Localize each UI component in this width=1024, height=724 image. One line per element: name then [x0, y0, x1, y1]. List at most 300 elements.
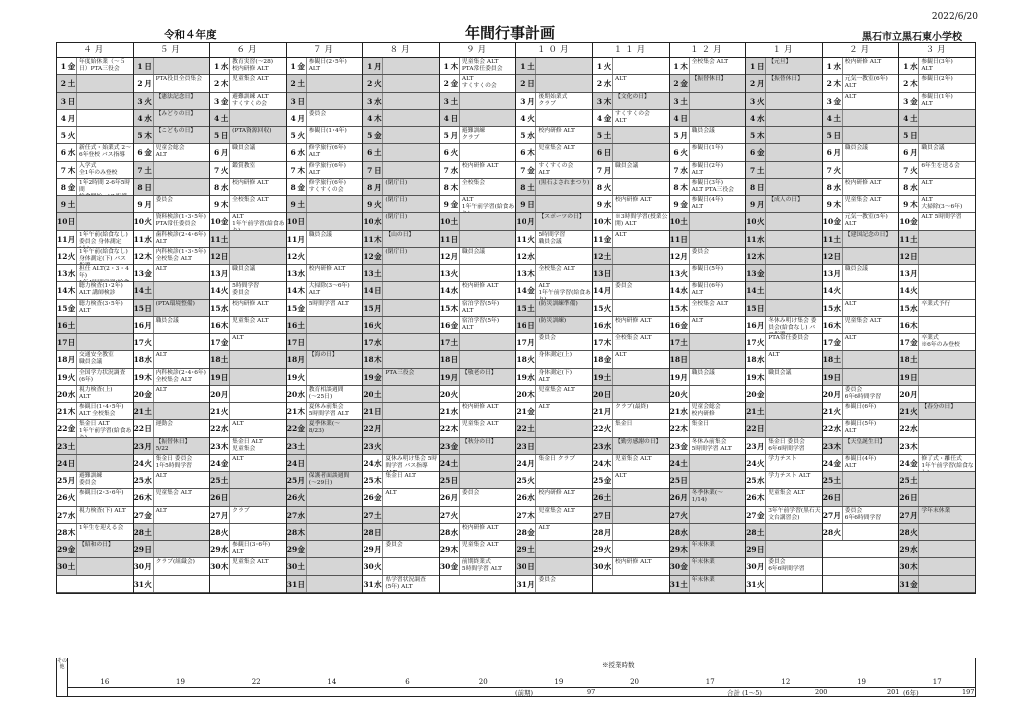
day-number: 13 — [669, 269, 681, 278]
weekday: 月 — [450, 251, 459, 261]
monthly-hours: 16 — [100, 678, 110, 686]
day-events: 交通安全教室 職員会議 — [76, 351, 133, 367]
weekday: 土 — [67, 438, 76, 454]
day-cell — [823, 162, 899, 179]
day-cell — [899, 127, 975, 144]
day-number: 17 — [670, 334, 680, 350]
day-events — [306, 541, 363, 557]
day-events — [306, 317, 363, 333]
weekday: 水 — [603, 200, 612, 209]
day-number: 30 — [899, 558, 909, 574]
day-number: 11 — [57, 234, 68, 244]
day-cell — [134, 489, 210, 506]
day-cell — [57, 144, 133, 161]
day-number: 20 — [669, 389, 681, 399]
day-cell — [210, 455, 286, 472]
day-number: 14 — [134, 282, 144, 298]
weekday: 火 — [680, 269, 688, 278]
day-events — [459, 455, 516, 471]
day-number: 10 — [440, 213, 450, 229]
day-cell — [746, 231, 822, 248]
day-events — [765, 110, 822, 126]
weekday: 木 — [67, 286, 76, 296]
day-cell — [823, 93, 899, 110]
day-number: 3 — [440, 93, 450, 109]
weekday: 土 — [680, 93, 689, 109]
day-number: 18 — [440, 351, 450, 367]
day-events: 校内研修 ALT — [535, 489, 592, 505]
monthly-hours: 17 — [705, 678, 715, 686]
weekday: 土 — [373, 507, 382, 523]
day-number: 13 — [133, 269, 145, 278]
weekday: 水 — [756, 110, 765, 126]
day-cell — [516, 179, 592, 196]
day-events — [459, 265, 516, 281]
day-number: 26 — [210, 489, 220, 505]
weekday: 金 — [910, 458, 918, 468]
day-events: 委員会 — [535, 576, 592, 592]
day-events — [918, 317, 975, 333]
day-cell — [57, 438, 133, 455]
day-number: 23 — [823, 438, 833, 454]
day-cell — [746, 369, 822, 386]
day-number: 28 — [899, 524, 909, 540]
day-cell — [57, 386, 133, 403]
day-number: 22 — [210, 424, 221, 434]
day-cell — [899, 403, 975, 420]
weekday: 金 — [450, 79, 459, 89]
weekday: 土 — [373, 265, 382, 281]
weekday: 水 — [450, 286, 459, 296]
weekday: 水 — [680, 524, 689, 540]
weekday: 土 — [526, 300, 535, 316]
day-cell — [899, 317, 975, 334]
day-number: 9 — [673, 200, 679, 209]
weekday: 火 — [450, 148, 459, 158]
weekday: 水 — [373, 213, 382, 229]
day-events: 参観日(1年) — [689, 144, 746, 160]
day-cell — [899, 489, 975, 506]
day-events: 【秋分の日】 — [459, 438, 516, 454]
day-cell — [823, 489, 899, 506]
day-cell — [593, 541, 669, 558]
weekday: 金 — [603, 234, 612, 244]
weekday: 火 — [833, 527, 842, 537]
weekday: 火 — [144, 338, 152, 347]
weekday: 月 — [144, 562, 152, 572]
weekday: 日 — [297, 455, 306, 471]
day-cell — [440, 248, 516, 265]
day-number: 10 — [57, 213, 67, 229]
weekday: 金 — [603, 476, 612, 485]
day-events — [459, 507, 516, 523]
day-cell — [134, 369, 210, 386]
day-events: 宿泊学習(5年) ALT — [459, 317, 516, 333]
day-cell — [746, 472, 822, 489]
monthly-hours: 17 — [932, 678, 942, 686]
weekday: 金 — [450, 320, 459, 330]
day-cell — [593, 386, 669, 403]
day-events — [459, 144, 516, 160]
weekday: 木 — [833, 200, 842, 209]
day-events: 宿泊学習(5年) ALT — [459, 300, 516, 316]
day-events: 職員会議 — [459, 248, 516, 264]
day-number: 1 — [673, 62, 679, 71]
day-cell — [899, 282, 975, 299]
weekday: 月 — [144, 79, 152, 89]
day-events: 委員会 — [382, 541, 439, 557]
monthly-hours: 19 — [554, 678, 564, 686]
day-number: 5 — [134, 127, 144, 143]
weekday: 木 — [527, 510, 535, 520]
day-events — [153, 403, 210, 419]
day-number: 2 — [137, 79, 143, 89]
day-cell — [823, 351, 899, 368]
weekday: 月 — [297, 351, 306, 367]
day-number: 31 — [746, 579, 757, 589]
day-number: 25 — [287, 472, 297, 488]
weekday: 水 — [756, 355, 765, 365]
day-number: 24 — [746, 458, 757, 468]
weekday: 金 — [220, 338, 229, 347]
day-number: 24 — [363, 458, 374, 468]
day-cell — [363, 58, 439, 75]
day-cell — [440, 541, 516, 558]
weekday: 月 — [220, 510, 229, 520]
day-number: 9 — [287, 196, 297, 212]
day-cell — [210, 127, 286, 144]
day-events: 全校集会 ALT — [612, 334, 669, 350]
day-number: 9 — [443, 200, 449, 209]
day-number: 16 — [210, 320, 221, 330]
day-events — [229, 231, 286, 247]
weekday: 土 — [680, 334, 689, 350]
weekday: 金 — [67, 541, 76, 557]
weekday: 土 — [680, 213, 689, 229]
day-events: 冬季休業(〜 1/14) — [689, 489, 746, 505]
weekday: 月 — [144, 320, 152, 330]
weekday: 金 — [220, 96, 229, 106]
day-cell — [670, 386, 746, 403]
day-number: 3 — [363, 93, 373, 109]
day-events: 校内研修 ALT — [459, 282, 516, 298]
day-cell — [287, 248, 363, 265]
day-number: 8 — [673, 182, 679, 192]
day-cell — [516, 110, 592, 127]
day-number: 31 — [516, 579, 527, 589]
weekday: 火 — [373, 438, 382, 454]
weekday: 水 — [374, 579, 382, 589]
day-cell — [134, 231, 210, 248]
day-events: 視力検査(上) ALT — [76, 386, 133, 402]
day-cell — [899, 213, 975, 230]
day-events: 【山の日】 — [382, 231, 439, 247]
day-number: 23 — [363, 438, 373, 454]
weekday: 火 — [527, 476, 535, 485]
day-events — [918, 489, 975, 505]
weekday: 火 — [603, 545, 612, 554]
weekday: 水 — [603, 320, 612, 330]
day-number: 10 — [516, 213, 526, 229]
day-cell — [363, 93, 439, 110]
day-cell — [823, 455, 899, 472]
day-events — [382, 317, 439, 333]
day-events — [535, 438, 592, 454]
day-cell — [593, 489, 669, 506]
weekday: 月 — [527, 338, 535, 347]
day-cell — [746, 489, 822, 506]
day-events: 職員会議 — [306, 231, 363, 247]
day-number: 4 — [210, 110, 220, 126]
day-number: 2 — [826, 79, 832, 89]
day-cell — [57, 127, 133, 144]
term2-label: 合計 (1〜5) — [727, 689, 762, 697]
weekday: 火 — [527, 113, 535, 123]
day-cell — [823, 75, 899, 92]
day-cell — [57, 351, 133, 368]
day-number: 26 — [516, 493, 527, 503]
day-number: 20 — [363, 386, 373, 402]
day-cell — [593, 558, 669, 575]
day-number: 17 — [57, 334, 67, 350]
day-number: 6 — [137, 148, 143, 158]
day-events — [229, 524, 286, 540]
day-events: 卒業式 ※6年のみ登校 — [918, 334, 975, 350]
day-events — [382, 282, 439, 298]
day-number: 21 — [210, 407, 221, 416]
weekday: 火 — [67, 493, 76, 503]
weekday: 月 — [373, 58, 382, 74]
weekday: 土 — [297, 317, 306, 333]
day-cell — [57, 489, 133, 506]
day-number: 23 — [134, 438, 144, 454]
day-number: 1 — [134, 58, 144, 74]
weekday: 火 — [910, 286, 918, 296]
day-events: 児童集会 ALT — [535, 507, 592, 523]
day-cell — [670, 576, 746, 593]
day-cell — [210, 231, 286, 248]
day-events: ALT すくすくの会 — [459, 75, 516, 91]
day-events — [765, 179, 822, 195]
day-number: 16 — [746, 320, 757, 330]
day-cell — [57, 265, 133, 282]
day-cell — [593, 196, 669, 213]
day-number: 14 — [746, 282, 756, 298]
day-number: 23 — [746, 441, 757, 451]
day-number: 19 — [593, 369, 603, 385]
weekday: 木 — [603, 458, 612, 468]
day-cell — [593, 179, 669, 196]
day-number: 12 — [516, 251, 527, 261]
day-cell — [57, 558, 133, 575]
weekday: 金 — [450, 200, 459, 209]
day-cell — [516, 489, 592, 506]
day-number: 4 — [440, 110, 450, 126]
day-cell — [746, 351, 822, 368]
weekday: 水 — [910, 182, 918, 192]
day-number: 28 — [516, 527, 527, 537]
weekday: 土 — [833, 231, 842, 247]
day-number: 7 — [520, 165, 526, 175]
weekday: 金 — [297, 182, 305, 192]
day-number: 26 — [133, 493, 145, 503]
day-cell — [593, 213, 669, 230]
day-number: 14 — [593, 286, 604, 296]
weekday: 土 — [67, 558, 76, 574]
day-number: 31 — [670, 576, 680, 592]
weekday: 土 — [144, 403, 153, 419]
day-events: 児童集会 ALT — [842, 196, 899, 212]
day-cell — [134, 317, 210, 334]
day-cell — [440, 334, 516, 351]
day-events: 修学旅行(6年) ALT — [306, 144, 363, 160]
weekday: 月 — [374, 545, 382, 554]
month-header: １０月 — [515, 43, 592, 57]
weekday: 水 — [833, 62, 842, 71]
day-cell — [899, 455, 975, 472]
monthly-hours: 19 — [176, 678, 185, 686]
month-header: ２月 — [822, 43, 899, 57]
day-cell — [670, 248, 746, 265]
day-cell — [593, 265, 669, 282]
weekday: 日 — [680, 351, 689, 367]
weekday: 水 — [680, 165, 688, 175]
day-number: 28 — [593, 527, 604, 537]
day-number: 30 — [287, 558, 297, 574]
day-number: 9 — [137, 200, 143, 209]
day-number: 6 — [593, 144, 603, 160]
day-events — [382, 144, 439, 160]
weekday: 月 — [756, 562, 765, 572]
weekday: 金 — [527, 527, 535, 537]
day-number: 1 — [363, 58, 373, 74]
day-events — [76, 196, 133, 212]
weekday: 木 — [373, 351, 382, 367]
day-events — [842, 127, 899, 143]
day-cell — [899, 576, 975, 593]
day-events: 参観日(5年) — [689, 265, 746, 281]
weekday: 木 — [910, 200, 918, 209]
weekday: 日 — [833, 248, 842, 264]
day-number: 14 — [210, 286, 221, 296]
day-number: 9 — [826, 200, 832, 209]
day-events: 参観日(1･4年) — [306, 127, 363, 143]
day-number: 10 — [746, 213, 756, 229]
day-cell — [134, 472, 210, 489]
day-number: 8 — [516, 179, 526, 195]
weekday: 木 — [680, 182, 688, 192]
day-number: 30 — [670, 558, 680, 574]
weekday: 土 — [909, 231, 918, 247]
weekday: 日 — [220, 248, 229, 264]
day-cell — [210, 110, 286, 127]
day-cell — [57, 420, 133, 437]
day-number: 6 — [826, 148, 832, 158]
day-events — [612, 524, 669, 540]
weekday: 月 — [67, 476, 76, 485]
weekday: 火 — [527, 234, 535, 244]
day-number: 18 — [516, 355, 527, 365]
weekday: 火 — [680, 507, 689, 523]
day-events: ALT — [612, 351, 669, 367]
day-cell — [210, 558, 286, 575]
day-events — [765, 386, 822, 402]
day-number: 22 — [593, 424, 604, 434]
weekday: 金 — [910, 96, 918, 106]
weekday: 火 — [297, 489, 306, 505]
weekday: 土 — [67, 196, 76, 212]
day-events: 避難訓練 委員会 — [76, 472, 133, 488]
day-events — [612, 144, 669, 160]
day-events: ALT — [689, 317, 746, 333]
day-events: 1年2時間 2-6年5時間 — [76, 179, 133, 195]
day-events: 資料検診(1･3･5年) PTA常任委員会 — [153, 213, 210, 229]
day-cell — [287, 110, 363, 127]
day-number: 3 — [826, 96, 832, 106]
day-cell — [134, 438, 210, 455]
day-cell — [210, 472, 286, 489]
day-number: 22 — [516, 420, 526, 436]
day-cell — [516, 334, 592, 351]
day-cell — [516, 58, 592, 75]
day-number: 3 — [746, 93, 756, 109]
day-events: 聴力検査(3･5年) ALT — [76, 300, 133, 316]
day-cell — [287, 489, 363, 506]
monthly-hours: 20 — [630, 678, 639, 686]
day-events — [382, 558, 439, 574]
day-number: 28 — [363, 524, 373, 540]
day-number: 25 — [899, 472, 909, 488]
day-events: ALT — [382, 489, 439, 505]
day-cell — [287, 455, 363, 472]
day-number: 8 — [746, 179, 756, 195]
day-cell — [746, 58, 822, 75]
weekday: 水 — [297, 507, 306, 523]
day-events — [535, 75, 592, 91]
day-events — [535, 110, 592, 126]
day-number: 27 — [593, 507, 603, 523]
day-number: 2 — [516, 75, 526, 91]
weekday: 月 — [909, 507, 918, 523]
month-column — [745, 58, 822, 593]
day-number: 31 — [133, 579, 145, 589]
day-events: 【振替休日】 — [689, 75, 746, 91]
day-cell — [593, 58, 669, 75]
day-number: 21 — [439, 407, 451, 416]
day-number: 29 — [670, 541, 680, 557]
day-cell — [287, 558, 363, 575]
weekday: 日 — [297, 334, 306, 350]
day-cell — [210, 403, 286, 420]
weekday: 土 — [67, 75, 76, 91]
day-events — [306, 558, 363, 574]
day-cell — [287, 213, 363, 230]
day-events: 校内研修 ALT — [229, 179, 286, 195]
weekday: 金 — [450, 438, 459, 454]
day-number: 10 — [363, 213, 373, 229]
day-events: 教育実習(〜28) 校内研修 ALT — [229, 58, 286, 74]
day-cell — [746, 507, 822, 524]
day-number: 28 — [670, 524, 680, 540]
day-cell — [746, 196, 822, 213]
day-number: 16 — [133, 320, 145, 330]
weekday: 月 — [450, 131, 459, 140]
weekday: 金 — [374, 493, 382, 503]
weekday: 日 — [756, 300, 765, 316]
day-events — [689, 213, 746, 229]
day-cell — [516, 369, 592, 386]
day-cell — [670, 558, 746, 575]
